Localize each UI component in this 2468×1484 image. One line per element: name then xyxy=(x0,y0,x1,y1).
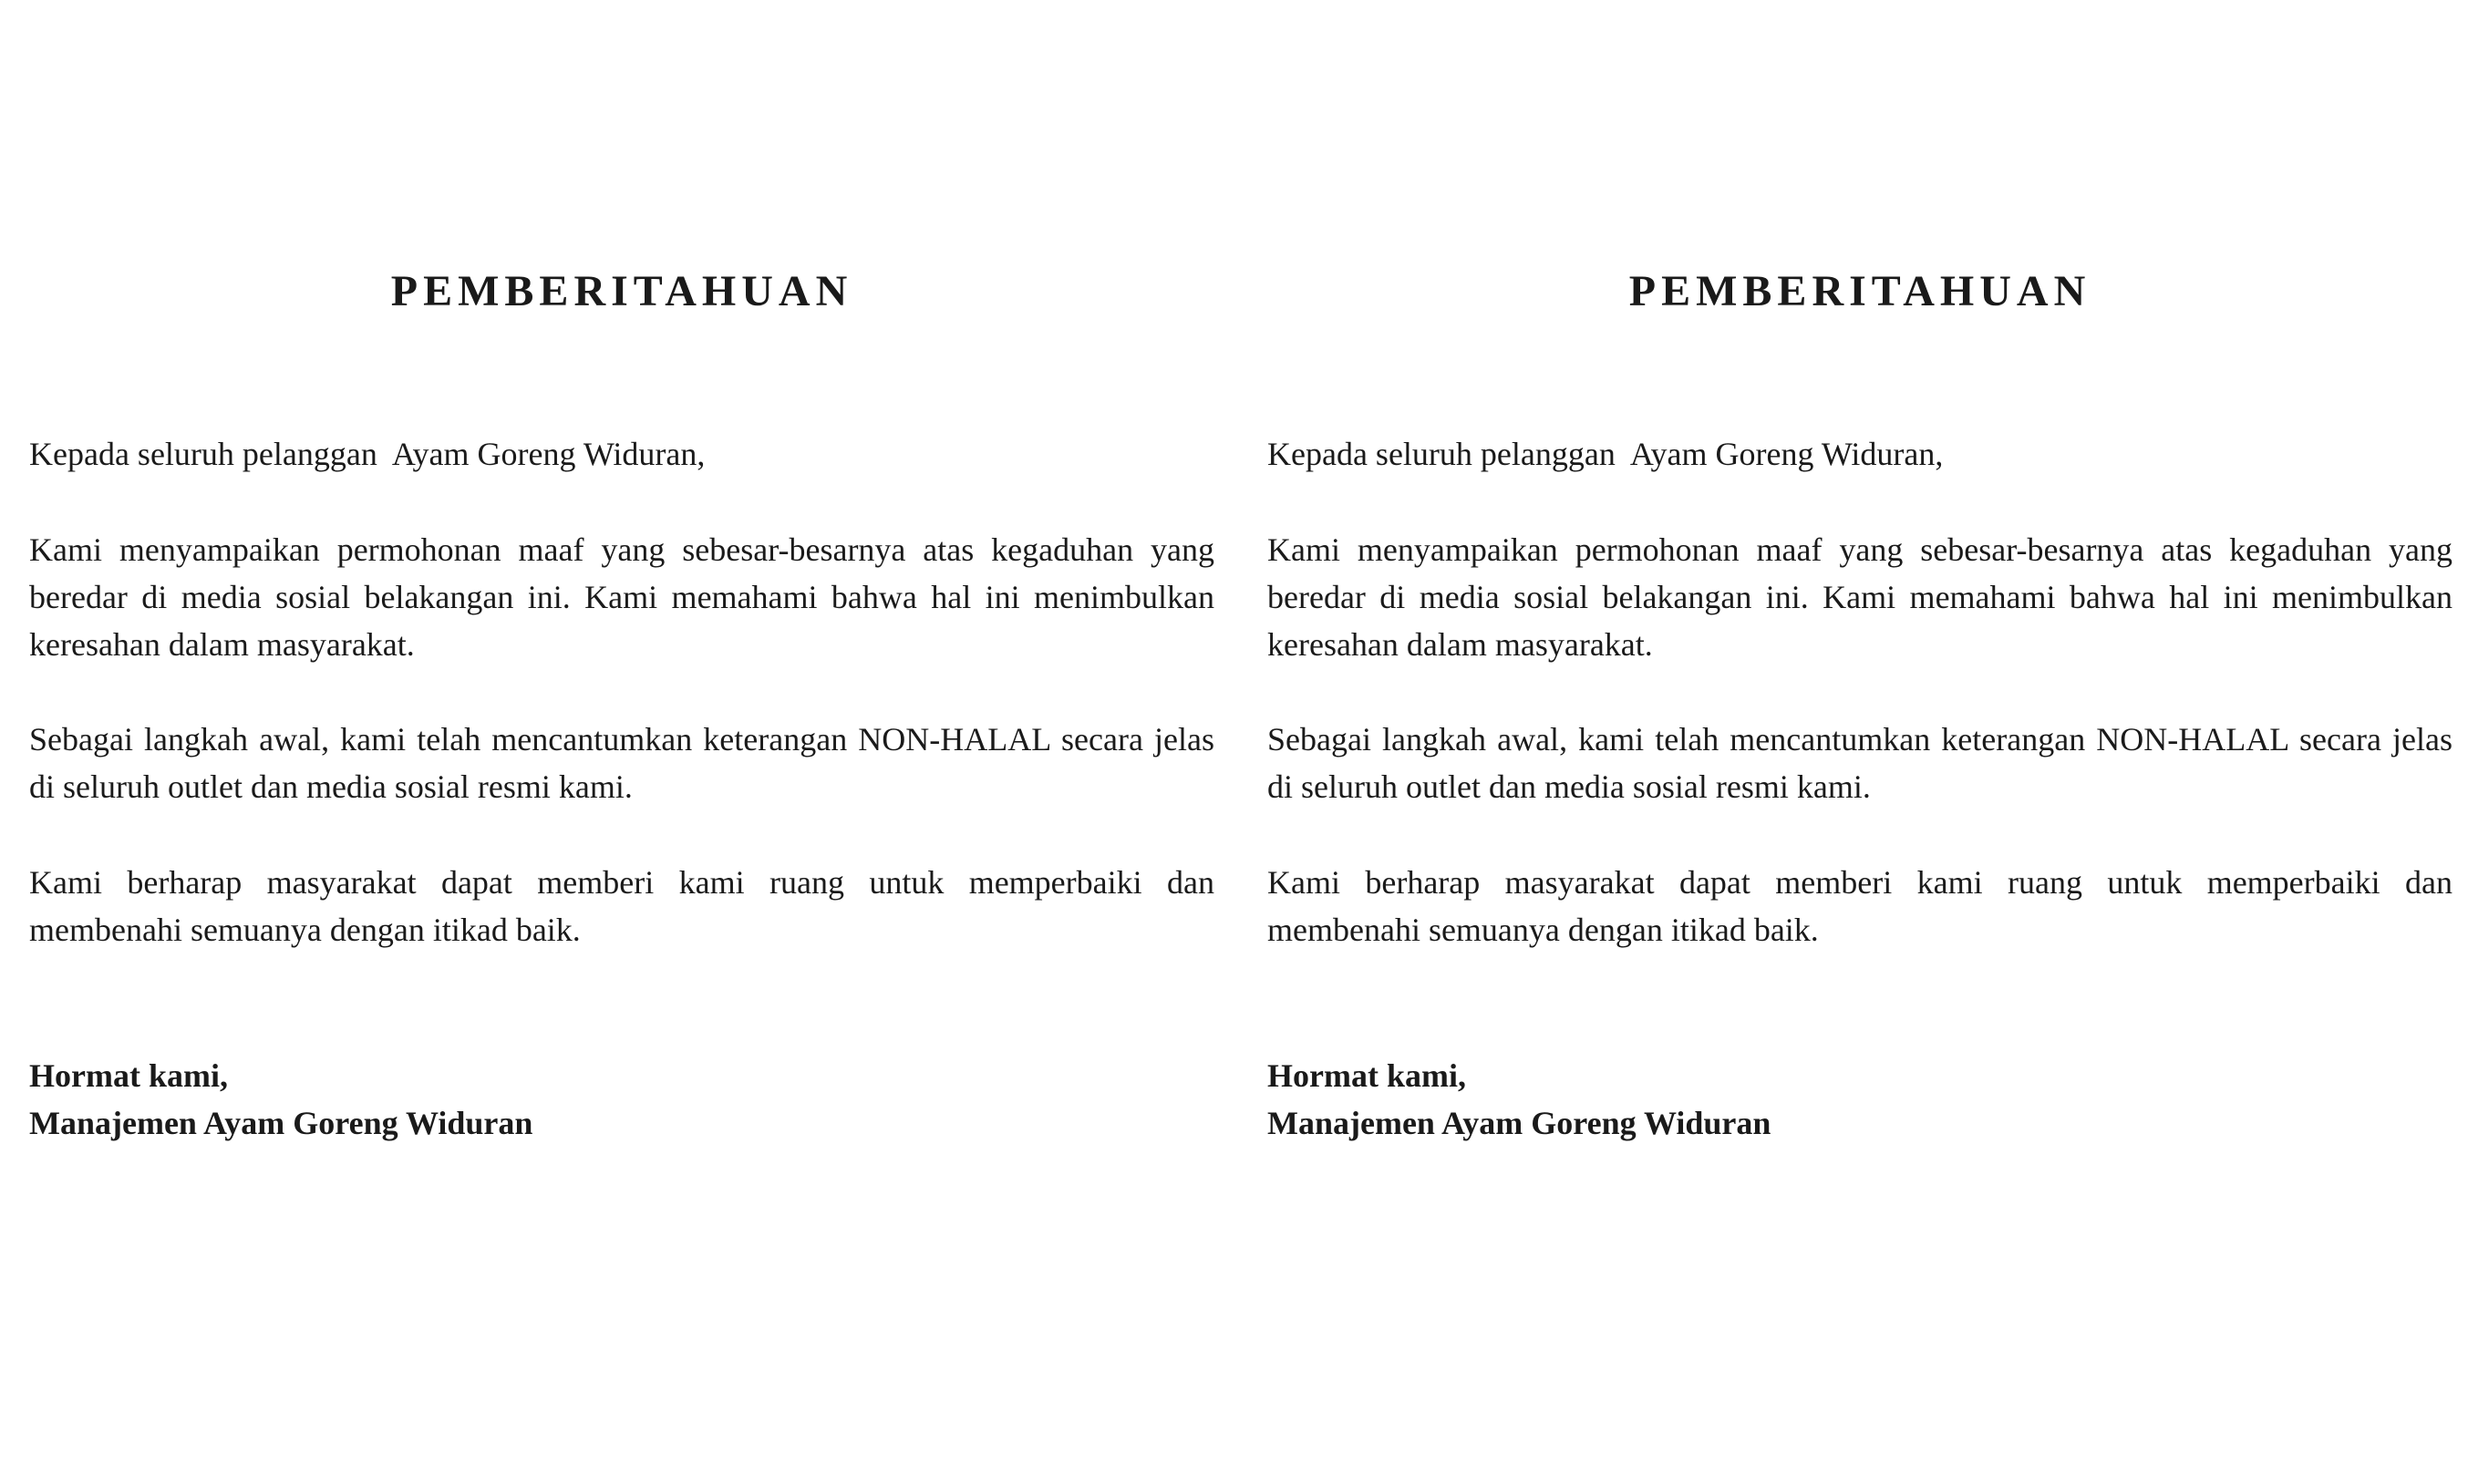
signature: Manajemen Ayam Goreng Widuran xyxy=(29,1105,533,1141)
greeting: Kepada seluruh pelanggan Ayam Goreng Widuran, xyxy=(29,436,706,472)
notice-left xyxy=(29,0,1214,1484)
closing-block xyxy=(29,1052,532,1147)
notice-title: PEMBERITAHUAN xyxy=(1628,267,2091,315)
closing-salutation: Hormat kami, xyxy=(1267,1057,1466,1094)
paragraph-apology: Kami menyampaikan permohonan maaf yang sebesar-besarnya atas kegaduhan yang beredar di media sosial belakangan ini. Kami memahami bahwa hal ini menimbulkan keresahan dalam masyarakat. xyxy=(1267,531,2453,663)
paragraph-non-halal: Sebagai langkah awal, kami telah mencantumkan keterangan NON-HALAL secara jelas di seluruh outlet dan media sosial resmi kami. xyxy=(29,721,1214,805)
signature: Manajemen Ayam Goreng Widuran xyxy=(1267,1105,1771,1141)
paragraph-hope: Kami berharap masyarakat dapat memberi kami ruang untuk memperbaiki dan membenahi semuanya dengan itikad baik. xyxy=(29,864,1214,948)
notice-right xyxy=(1267,0,2453,1484)
paragraph-non-halal: Sebagai langkah awal, kami telah mencantumkan keterangan NON-HALAL secara jelas di seluruh outlet dan media sosial resmi kami. xyxy=(1267,721,2453,805)
greeting: Kepada seluruh pelanggan Ayam Goreng Widuran, xyxy=(1267,436,1944,472)
closing-salutation: Hormat kami, xyxy=(29,1057,228,1094)
paragraph-hope: Kami berharap masyarakat dapat memberi kami ruang untuk memperbaiki dan membenahi semuanya dengan itikad baik. xyxy=(1267,864,2453,948)
notice-title: PEMBERITAHUAN xyxy=(390,267,853,315)
closing-block xyxy=(1267,1052,1771,1147)
paragraph-apology: Kami menyampaikan permohonan maaf yang sebesar-besarnya atas kegaduhan yang beredar di media sosial belakangan ini. Kami memahami bahwa hal ini menimbulkan keresahan dalam masyarakat. xyxy=(29,531,1214,663)
